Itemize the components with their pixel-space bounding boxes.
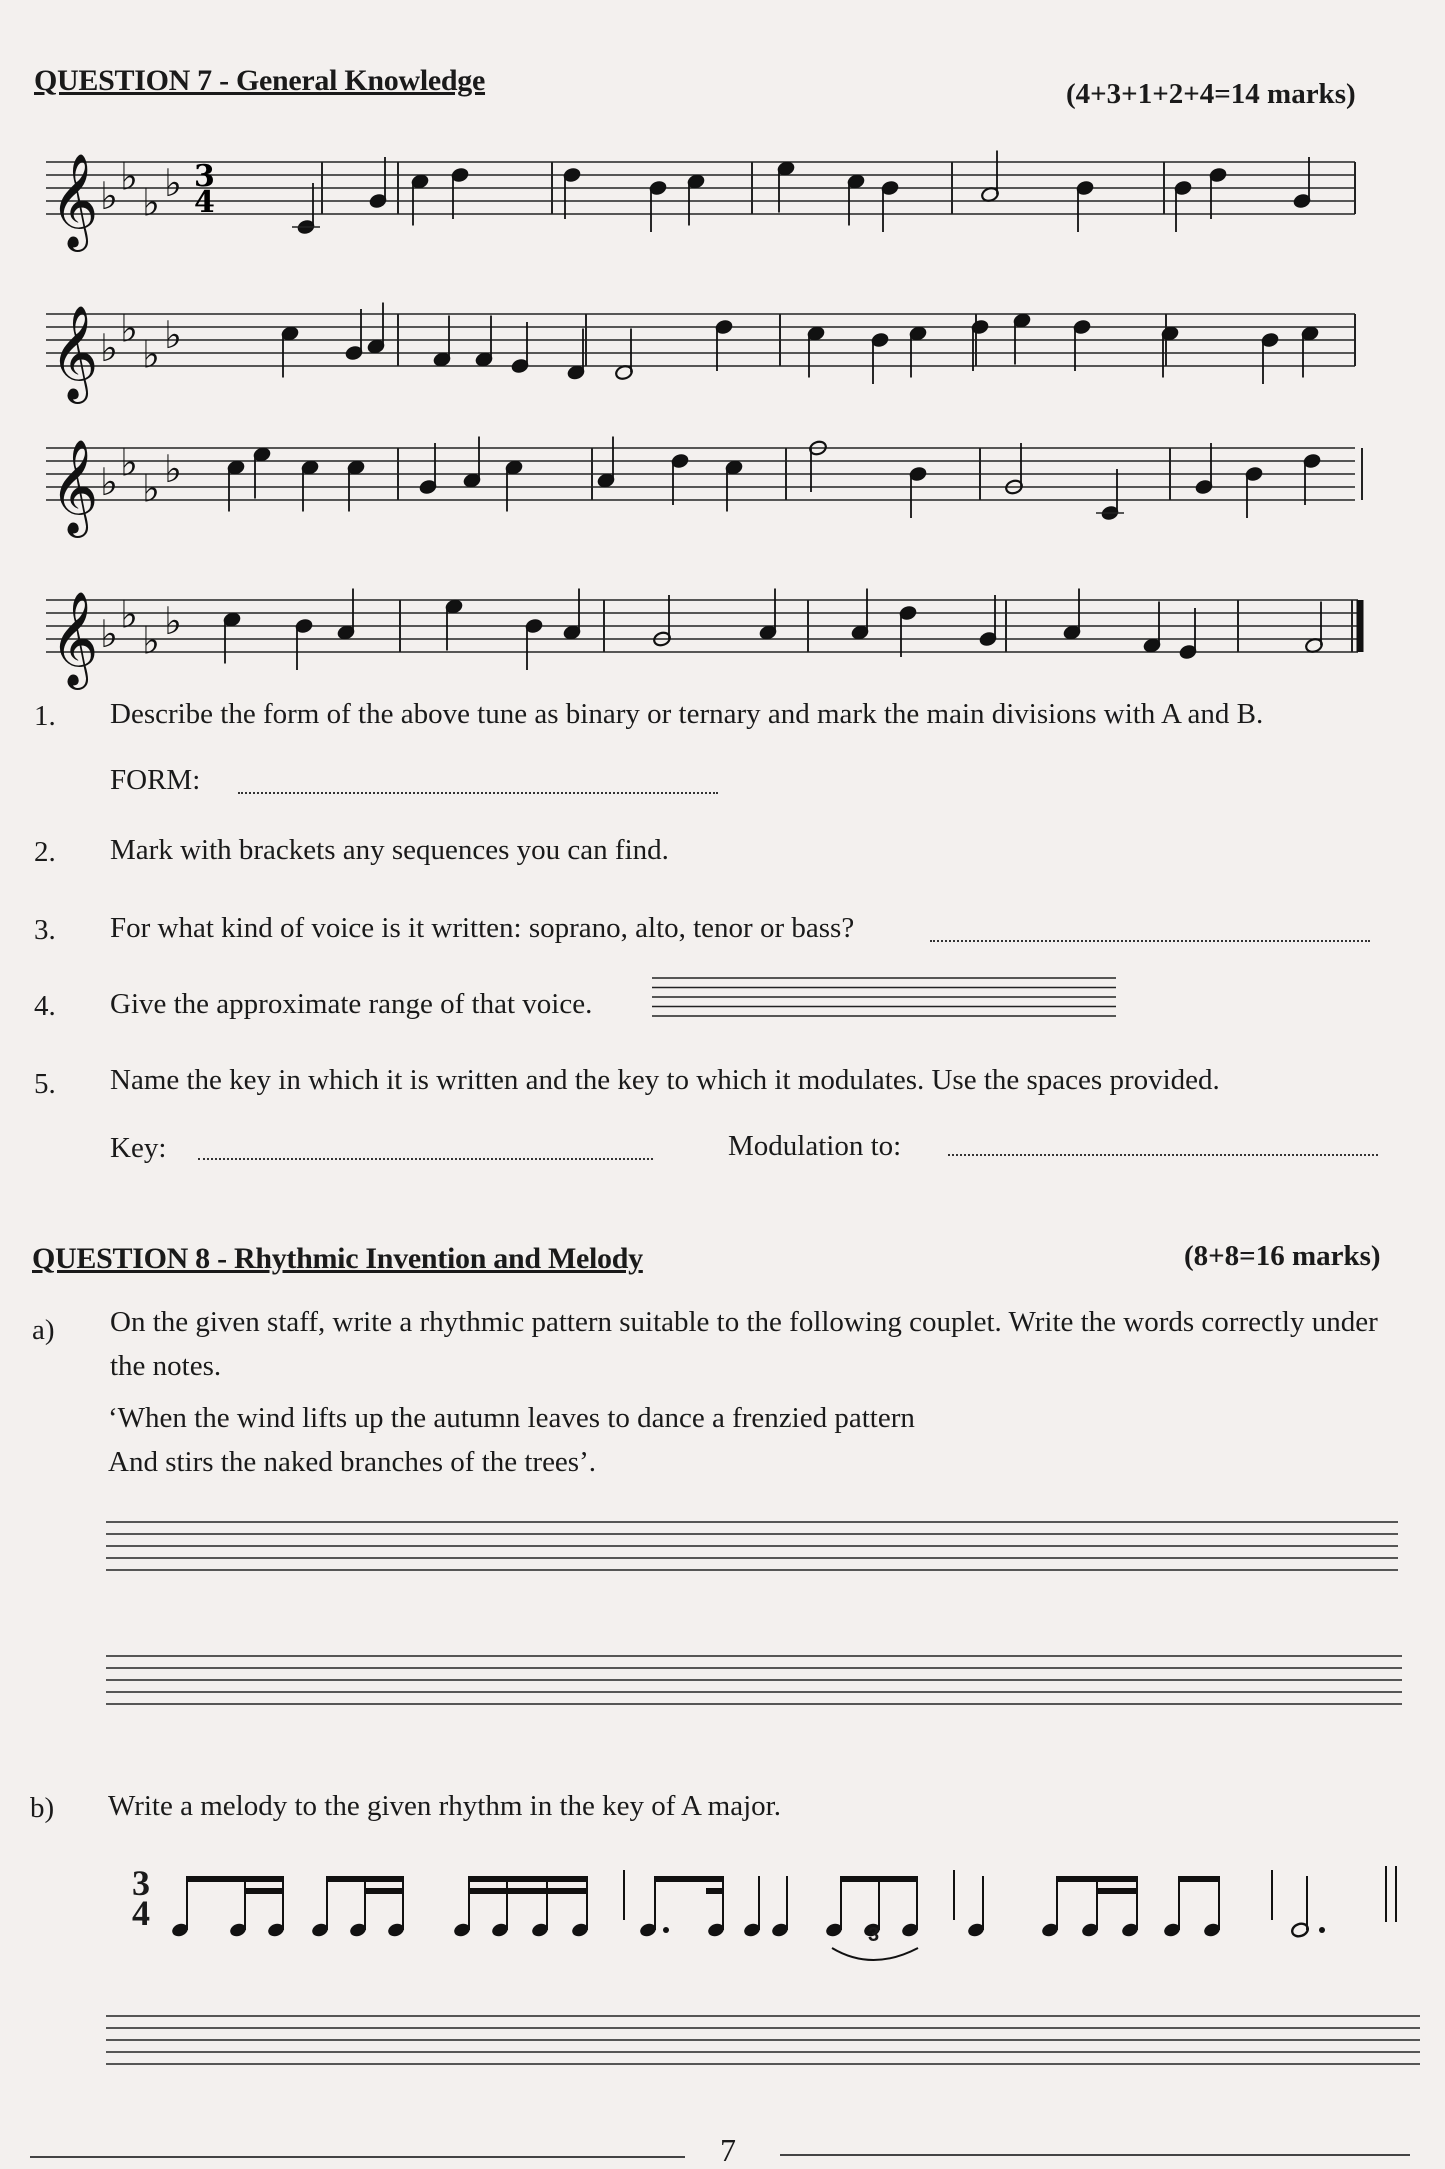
item-2-number: 2. — [34, 836, 56, 868]
treble-clef-icon: 𝄞 — [50, 305, 99, 400]
footer-rule-right — [780, 2154, 1410, 2156]
item-1-text: Describe the form of the above tune as binary or ternary and mark the main divisions with A and B. — [110, 698, 1264, 730]
q8-a-text: On the given staff, write a rhythmic pattern suitable to the following couplet. Write the words correctly under the notes. — [110, 1306, 1378, 1382]
item-5-number: 5. — [34, 1068, 56, 1100]
flat-icon: ♭ — [142, 466, 160, 511]
triplet-number: 3 — [868, 1924, 880, 1946]
q8-a-label: a) — [32, 1314, 55, 1346]
q7-marks: (4+3+1+2+4=14 marks) — [1066, 78, 1356, 110]
footer-rule-left — [30, 2156, 685, 2158]
item-3-text: For what kind of voice is it written: soprano, alto, tenor or bass? — [110, 912, 855, 944]
item-4-number: 4. — [34, 990, 56, 1022]
treble-clef-icon: 𝄞 — [50, 591, 99, 686]
flat-icon: ♭ — [100, 612, 118, 656]
rhythm-time-bottom: 4 — [132, 1893, 150, 1933]
q8-b-label: b) — [30, 1792, 55, 1824]
page-number: 7 — [720, 2132, 736, 2168]
flat-icon: ♭ — [164, 599, 182, 643]
item-5-text: Name the key in which it is written and the key to which it modulates. Use the spaces provided. — [110, 1064, 1220, 1096]
flat-icon: ♭ — [100, 326, 118, 370]
time-signature-bottom: 4 — [194, 185, 215, 220]
flat-icon: ♭ — [120, 306, 138, 351]
q7-heading: QUESTION 7 - General Knowledge — [34, 64, 486, 97]
flat-icon: ♭ — [164, 161, 182, 205]
couplet-line-2: And stirs the naked branches of the trees’. — [108, 1446, 597, 1478]
q8-heading: QUESTION 8 - Rhythmic Invention and Melody — [32, 1242, 643, 1275]
flat-icon: ♭ — [100, 460, 118, 504]
form-label: FORM: — [110, 764, 201, 796]
treble-clef-icon: 𝄞 — [50, 439, 99, 534]
flat-icon: ♭ — [142, 618, 160, 663]
flat-icon: ♭ — [120, 440, 138, 485]
flat-icon: ♭ — [120, 154, 138, 199]
rhythm-time-top: 3 — [132, 1863, 150, 1903]
time-signature-top: 3 — [194, 159, 215, 194]
treble-clef-icon: 𝄞 — [50, 153, 99, 248]
item-2-text: Mark with brackets any sequences you can find. — [110, 834, 669, 866]
item-3-number: 3. — [34, 914, 56, 946]
flat-icon: ♭ — [164, 313, 182, 357]
key-label: Key: — [110, 1132, 167, 1164]
q8-marks: (8+8=16 marks) — [1184, 1240, 1381, 1272]
item-1-number: 1. — [34, 700, 56, 732]
flat-icon: ♭ — [120, 592, 138, 637]
flat-icon: ♭ — [142, 180, 160, 225]
item-4-text: Give the approximate range of that voice. — [110, 988, 593, 1020]
flat-icon: ♭ — [100, 174, 118, 218]
flat-icon: ♭ — [142, 332, 160, 377]
modulation-label: Modulation to: — [728, 1130, 902, 1162]
flat-icon: ♭ — [164, 447, 182, 491]
couplet-line-1: ‘When the wind lifts up the autumn leaves to dance a frenzied pattern — [108, 1402, 915, 1434]
q8-b-text: Write a melody to the given rhythm in the key of A major. — [108, 1790, 781, 1822]
